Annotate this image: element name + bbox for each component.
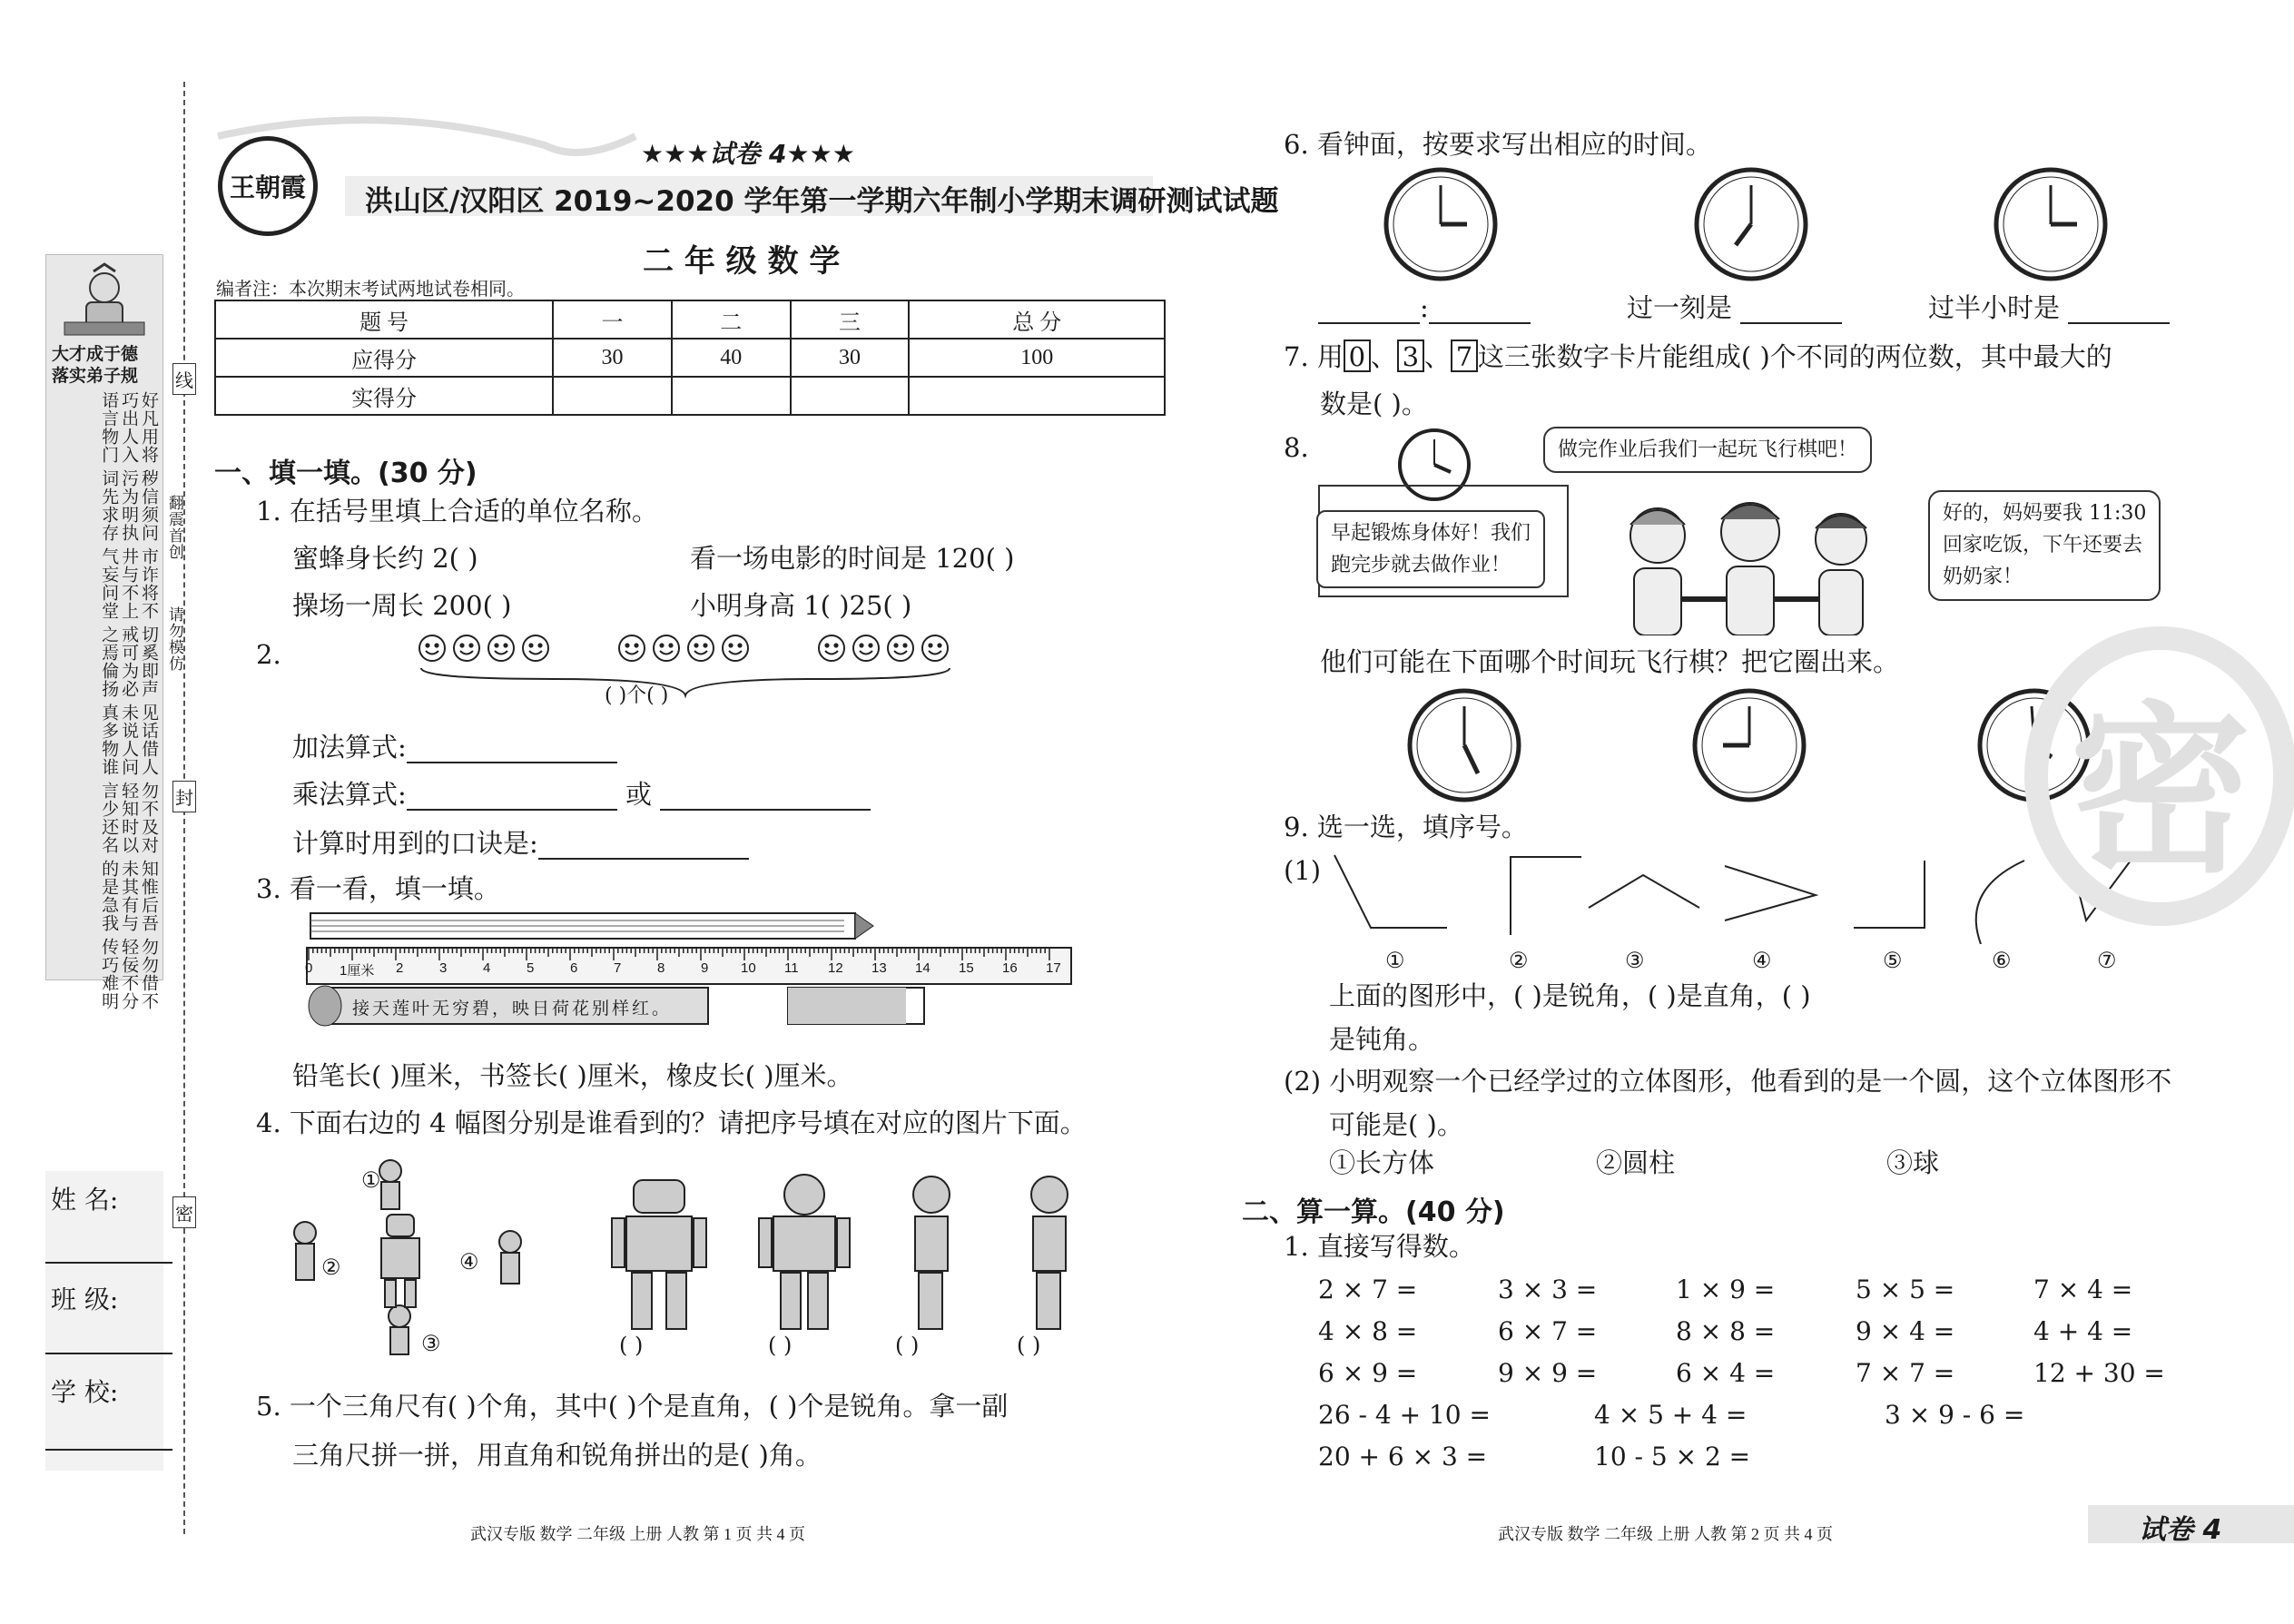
q4-label-4: ④ [459, 1249, 479, 1275]
editor-note: 编者注：本次期末考试两地试卷相同。 [216, 278, 525, 300]
q9-part-2-line-1: (2) 小明观察一个已经学过的立体图形，他看到的是一个圆，这个立体图形不 [1284, 1066, 2172, 1097]
q4-text: 4. 下面右边的 4 幅图分别是谁看到的？请把序号填在对应的图片下面。 [256, 1107, 1087, 1138]
ruler-tick-labels [300, 960, 1117, 979]
motto-2: 落实弟子规 [52, 366, 139, 386]
ruler-tick: 0 [305, 960, 313, 976]
score-input-cell[interactable] [791, 377, 910, 415]
bubble-3-line-2: 回家吃饭，下午还要去 [1943, 534, 2143, 557]
q7-prefix: 7. 用 [1284, 341, 1344, 372]
ruler-tick: 9 [701, 960, 709, 976]
q4-blank-4[interactable]: ( ) [1017, 1333, 1041, 1358]
speech-bubble-2 [1316, 510, 1545, 588]
q3-answer: 铅笔长( )厘米，书签长( )厘米，橡皮长( )厘米。 [292, 1060, 853, 1091]
q2-rhyme-field[interactable] [538, 836, 749, 860]
ruler-tick: 4 [483, 960, 491, 976]
child-figure [294, 1222, 316, 1280]
robot-center [381, 1215, 419, 1307]
calc-item: 3 × 3 = [1498, 1275, 1598, 1304]
ruler-tick: 10 [741, 960, 756, 976]
number-card: 7 [1451, 340, 1478, 372]
class-label: 班 级: [51, 1284, 119, 1314]
clock-icon [1382, 165, 1500, 283]
robot-view-2 [759, 1175, 850, 1329]
calc-item: 2 × 7 = [1318, 1275, 1418, 1304]
q9-shape-label-4: ④ [1752, 948, 1772, 973]
q4-label-2: ② [321, 1255, 341, 1280]
robot-view-4 [1031, 1176, 1068, 1329]
calc-item: 5 × 5 = [1856, 1275, 1955, 1304]
q2-multiplication-text: 乘法算式: [292, 779, 407, 810]
q7-line-2: 数是( )。 [1320, 389, 1428, 419]
q2-addition-label [292, 732, 617, 763]
q8-number: 8. [1284, 432, 1309, 463]
score-input-cell[interactable] [553, 377, 672, 415]
score-label-cell: 实得分 [215, 377, 553, 415]
robot-view-1 [612, 1180, 706, 1329]
q9-option-3: ③球 [1886, 1147, 1940, 1178]
pencil-shape [310, 913, 873, 939]
q2-multiplication-label [292, 779, 871, 811]
child-figure [379, 1160, 401, 1209]
q6-hour-field[interactable] [1318, 300, 1420, 324]
child-figure [389, 1305, 410, 1354]
score-header-cell: 总 分 [909, 300, 1165, 339]
q2-number: 2. [256, 639, 281, 670]
calc-item: 9 × 4 = [1856, 1316, 1955, 1346]
school-label: 学 校: [51, 1377, 119, 1407]
stamp-text: 密 [2069, 685, 2251, 898]
q4-label-3: ③ [421, 1331, 441, 1356]
q9-shape-label-1: ① [1385, 948, 1405, 973]
q2-group-blank[interactable]: ( )个( ) [605, 684, 669, 707]
score-header-cell: 三 [791, 300, 910, 339]
q2-multiplication-field-2[interactable] [660, 787, 871, 811]
score-cell: 应得分 [215, 339, 553, 377]
calc-item: 12 + 30 = [2033, 1358, 2165, 1388]
score-expected-row [215, 339, 1165, 377]
q9-option-1: ①长方体 [1329, 1147, 1435, 1178]
q4-label-1: ① [361, 1167, 381, 1193]
cut-note-1: 翻震首创 [164, 495, 183, 560]
q9-part-2-line-2: 可能是( )。 [1329, 1109, 1463, 1140]
calc-item: 7 × 4 = [2033, 1275, 2133, 1304]
score-cell: 100 [909, 339, 1165, 377]
q6-answer-b [1627, 292, 1842, 324]
score-cell: 30 [553, 339, 672, 377]
q2-addition-field[interactable] [407, 740, 617, 763]
section-2-title: 二、算一算。(40 分) [1242, 1196, 1505, 1228]
child-figure [499, 1231, 521, 1284]
cut-label-secret: 密 [172, 1196, 196, 1228]
ruler-tick: 13 [871, 960, 887, 976]
q6-minute-field[interactable] [1429, 300, 1531, 324]
q2-rhyme-label [292, 828, 749, 860]
exam-title: 洪山区/汉阳区 2019~2020 学年第一学期六年制小学期末调研测试试题 [365, 185, 1279, 218]
q8-question: 他们可能在下面哪个时间玩飞行棋？把它圈出来。 [1320, 646, 1900, 677]
speech-bubble-1 [1543, 427, 1872, 473]
calc-item: 4 + 4 = [2033, 1316, 2133, 1346]
ruler-tick: 17 [1046, 960, 1061, 976]
poem-block: 好凡用将 巧出人入 语言物门 秽信须问 污为明执 词先求存 市诈将不 井与不上 气妄问堂 切奚即声 戒可为必 之焉倫扬 见话借人 未说人问 真多物谁 勿不及对 轻知时以 言少还名 知惟后吾 未其有与 的是急我 勿勿借不 轻佞不分 传巧难明 [99, 391, 159, 1010]
score-input-cell[interactable] [672, 377, 791, 415]
q1a-text: 蜜蜂身长约 2( ) [292, 543, 478, 574]
q2-or-text: 或 [625, 779, 653, 810]
clock-icon [1692, 165, 1810, 283]
q4-blank-2[interactable]: ( ) [768, 1333, 793, 1358]
q1c-text: 操场一周长 200( ) [292, 590, 512, 621]
score-table [214, 300, 1166, 416]
q6-b-field[interactable] [1740, 300, 1842, 324]
secret-stamp-watermark [2024, 626, 2294, 926]
bubble-2-line-1: 早起锻炼身体好！我们 [1331, 522, 1531, 545]
score-header-cell: 题 号 [215, 300, 553, 339]
name-label: 姓 名: [51, 1185, 119, 1215]
clock-icon [1992, 165, 2110, 283]
q1b-text: 看一场电影的时间是 120( ) [690, 543, 1015, 574]
score-input-cell[interactable] [909, 377, 1165, 415]
ruler-tick: 8 [657, 960, 665, 976]
number-card: 0 [1344, 340, 1371, 372]
q9-text: 9. 选一选，填序号。 [1284, 812, 1528, 842]
children-illustration [1603, 499, 1903, 635]
ruler-tick: 3 [439, 960, 448, 976]
footer-tag: 试卷 4 [2139, 1514, 2222, 1546]
ruler-tick: 2 [396, 960, 404, 976]
q1d-text: 小明身高 1( )25( ) [690, 590, 912, 621]
calc-item: 6 × 4 = [1676, 1358, 1776, 1388]
q7-suffix: 这三张数字卡片能组成( )个不同的两位数，其中最大的 [1477, 341, 2112, 372]
q6-colon: : [1420, 292, 1429, 323]
exam-subject: 二 年 级 数 学 [643, 243, 841, 280]
calc-item: 4 × 8 = [1318, 1316, 1418, 1346]
q9-part-1-label: (1) [1284, 855, 1322, 886]
calc-item: 20 + 6 × 3 = [1318, 1442, 1488, 1471]
calc-item: 10 - 5 × 2 = [1594, 1442, 1751, 1471]
q9-answer-line-2: 是钝角。 [1329, 1024, 1435, 1055]
score-header-row [215, 300, 1165, 339]
calc-item: 9 × 9 = [1498, 1358, 1598, 1388]
q9-shape-label-7: ⑦ [2097, 948, 2117, 973]
q9-shape-label-2: ② [1509, 948, 1529, 973]
q9-answer-line-1: 上面的图形中，( )是锐角，( )是直角，( ) [1329, 980, 1811, 1011]
q9-shape-label-5: ⑤ [1883, 948, 1903, 973]
bookmark-text: 接天莲叶无穷碧，映日荷花别样红。 [352, 999, 673, 1019]
calc-item: 4 × 5 + 4 = [1594, 1400, 1748, 1430]
ruler-tick: 14 [915, 960, 930, 976]
q9-shape-label-3: ③ [1625, 948, 1645, 973]
q5-line-2: 三角尺拼一拼，用直角和锐角拼出的是( )角。 [292, 1440, 822, 1471]
exam-series-label: ★★★试卷 4★★★ [641, 139, 855, 169]
q4-blank-3[interactable]: ( ) [895, 1333, 920, 1358]
calc-item: 6 × 9 = [1318, 1358, 1418, 1388]
bubble-1-text: 做完作业后我们一起玩飞行棋吧！ [1558, 438, 1858, 461]
calc-item: 3 × 9 - 6 = [1885, 1400, 2025, 1430]
score-cell: 40 [672, 339, 791, 377]
q4-blank-1[interactable]: ( ) [619, 1333, 644, 1358]
score-header-cell: 一 [553, 300, 672, 339]
calc-item: 26 - 4 + 10 = [1318, 1400, 1491, 1430]
bubble-3-line-1: 好的，妈妈要我 11:30 [1943, 502, 2147, 525]
q3-text: 3. 看一看，填一填。 [256, 873, 500, 904]
bubble-3-line-3: 奶奶家！ [1943, 566, 2023, 589]
ruler-tick: 7 [614, 960, 622, 976]
cut-label-seal: 封 [172, 781, 196, 812]
clock-option-1[interactable] [1405, 686, 1523, 804]
q1-text: 1. 在括号里填上合适的单位名称。 [256, 496, 658, 527]
school-field[interactable] [45, 1449, 172, 1451]
calc-item: 6 × 7 = [1498, 1316, 1598, 1346]
q7-line-1: 7. 用 0 、 3 、 7 这三张数字卡片能组成( )个不同的两位数，其中最大的 [1284, 341, 2112, 372]
ruler-tick: 16 [1002, 960, 1018, 976]
ruler-tick: 15 [959, 960, 974, 976]
clock-option-2[interactable] [1690, 686, 1808, 804]
cut-note-2: 请勿模仿 [164, 606, 183, 672]
calc-item: 8 × 8 = [1676, 1316, 1776, 1346]
q6-b-text: 过一刻是 [1627, 292, 1733, 323]
number-card: 3 [1397, 340, 1424, 372]
ruler-tick: 12 [828, 960, 843, 976]
ruler-tick: 5 [527, 960, 535, 976]
name-field[interactable] [45, 1262, 172, 1264]
q6-c-text: 过半小时是 [1928, 292, 2061, 323]
q9-option-2: ②圆柱 [1596, 1147, 1676, 1178]
score-actual-row [215, 377, 1165, 415]
q9-shape-label-6: ⑥ [1992, 948, 2012, 973]
robot-view-3 [913, 1176, 950, 1329]
q6-answer-a [1318, 292, 1531, 324]
scholar-figure-icon [46, 259, 162, 349]
q6-c-field[interactable] [2068, 300, 2170, 324]
ruler-tick: 1厘米 [340, 963, 375, 979]
q2-addition-text: 加法算式: [292, 732, 407, 763]
footer-right: 武汉专版 数学 二年级 上册 人教 第 2 页 共 4 页 [1498, 1525, 1833, 1543]
score-header-cell: 二 [672, 300, 791, 339]
motto-1: 大才成于德 [52, 344, 139, 364]
student-info-box [45, 1171, 163, 1471]
cut-label-line: 线 [172, 363, 196, 395]
q2-multiplication-field-1[interactable] [407, 787, 617, 811]
publisher-logo [218, 136, 318, 236]
footer-left: 武汉专版 数学 二年级 上册 人教 第 1 页 共 4 页 [470, 1525, 805, 1543]
sidebar-motto-box [45, 254, 163, 1010]
smiley-faces-icon [418, 632, 953, 704]
q5-line-1: 5. 一个三角尺有( )个角，其中( )个是直角，( )个是锐角。拿一副 [256, 1391, 1009, 1422]
ruler-tick: 6 [570, 960, 578, 976]
calc-item: 7 × 7 = [1856, 1358, 1955, 1388]
s2-q1-text: 1. 直接写得数。 [1284, 1231, 1475, 1262]
bubble-2-line-2: 跑完步就去做作业！ [1331, 554, 1511, 577]
calc-item: 1 × 9 = [1676, 1275, 1776, 1304]
q6-text: 6. 看钟面，按要求写出相应的时间。 [1284, 129, 1712, 160]
class-field[interactable] [45, 1353, 172, 1354]
q2-rhyme-text: 计算时用到的口诀是: [292, 828, 538, 859]
q6-answer-c [1928, 292, 2170, 324]
publisher-logo-text: 王朝霞 [229, 172, 306, 202]
section-1-title: 一、填一填。(30 分) [214, 458, 478, 489]
score-cell: 30 [791, 339, 910, 377]
speech-bubble-3 [1928, 490, 2161, 601]
ruler-tick: 11 [784, 960, 799, 976]
